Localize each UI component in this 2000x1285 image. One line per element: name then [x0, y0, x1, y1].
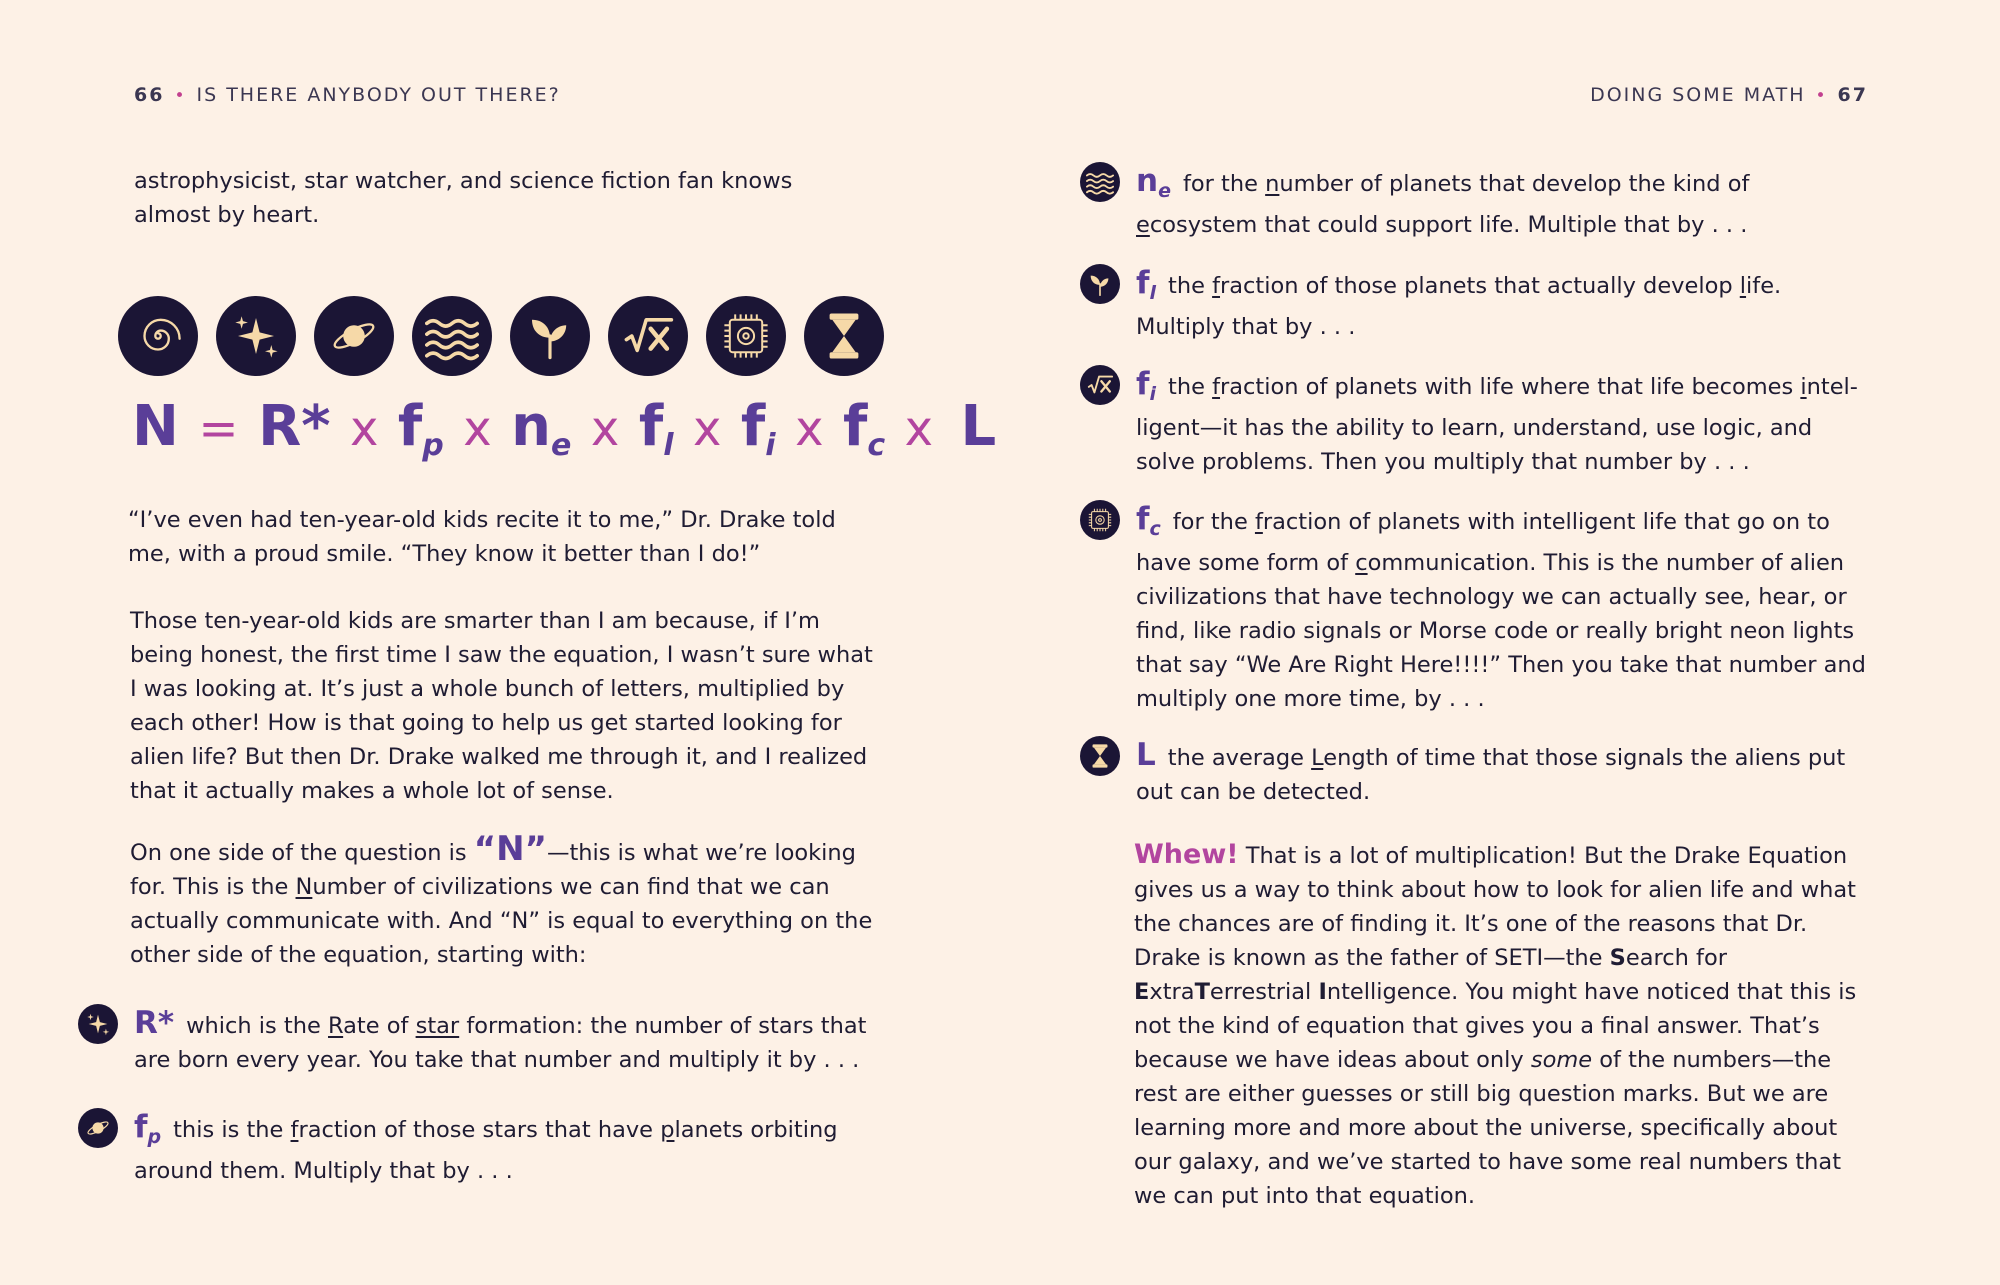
- right-page: [1000, 0, 2000, 1285]
- galaxy-icon: [118, 296, 198, 376]
- math-icon: [608, 296, 688, 376]
- bullet-dot: •: [174, 86, 187, 106]
- running-title-left: IS THERE ANYBODY OUT THERE?: [196, 84, 561, 106]
- left-running-head: [134, 84, 561, 106]
- n-paragraph: On one side of the question is “N”—this is what we’re looking for. This is the Number of civilizations we can find that we can actually communicate with. And “N” is equal to everything on the other side of the equation, starting with:: [130, 829, 873, 968]
- f-l-item: $f_l$ the fraction of those planets that actually develop life. Multiply that by . . .: [1136, 266, 1876, 344]
- whew-paragraph: Whew! That is a lot of multiplication! But the Drake Equation gives us a way to think about how to look for alien life and what the chances are of finding it. It’s one of the reasons that Dr. Drake is known as the father of SETI—the Search for ExtraTerrestrial Intelligence. You might have noticed that this is not the kind of equation that gives you a final answer. That’s because we have ideas about only some of the numbers—the rest are either guesses or still big question marks. But we are learning more and more about the universe, specifically about our galaxy, and we’ve started to have some real numbers that we can put into that equation.: [1134, 839, 1857, 1209]
- page-number-left: 66: [134, 84, 165, 106]
- microchip-icon: [706, 296, 786, 376]
- microchip-icon: [1080, 500, 1120, 540]
- planet-icon: [314, 296, 394, 376]
- hourglass-icon: [1080, 736, 1120, 776]
- n-highlight: “N”: [473, 829, 547, 869]
- running-title-right: DOING SOME MATH: [1590, 84, 1806, 106]
- bullet-dot: •: [1815, 86, 1828, 106]
- quote-paragraph: “I’ve even had ten-year-old kids recite it to me,” Dr. Drake told me, with a proud smile. “They know it better than I do!”: [128, 507, 836, 567]
- right-running-head: [1590, 84, 1868, 106]
- whew-callout: Whew!: [1134, 839, 1239, 870]
- stars-icon: [216, 296, 296, 376]
- stars-icon: [78, 1004, 118, 1044]
- n-e-item: $n_e$ for the number of planets that develop the kind of ecosystem that could support life. Multiple that by . . .: [1136, 164, 1876, 242]
- drake-equation: N = R* x $f_p$ x $n_e$ x $f_l$ x $f_i$ x $f_c$ x L: [132, 394, 997, 463]
- kids-paragraph: Those ten-year-old kids are smarter than I am because, if I’m being honest, the first time I saw the equation, I wasn’t sure what I was looking at. It’s just a whole bunch of letters, multiplied by each other! How is that going to help us get started looking for alien life? But then Dr. Drake walked me through it, and I realized that it actually makes a whole lot of sense.: [130, 608, 873, 804]
- waves-icon: [412, 296, 492, 376]
- sprout-icon: [1080, 264, 1120, 304]
- planet-icon: [78, 1108, 118, 1148]
- equation-icon-row: [118, 296, 884, 376]
- sprout-icon: [510, 296, 590, 376]
- l-item: L the average Length of time that those signals the aliens put out can be detected.: [1136, 738, 1876, 809]
- waves-icon: [1080, 162, 1120, 202]
- f-c-item: $f_c$ for the fraction of planets with intelligent life that go on to have some form of communication. This is the number of alien civilizations that have technology we can actually see, hear, or find, like radio signals or Morse code or really bright neon lights that say “We Are Right Here!!!!” Then you take that number and multiply one more time, by . . .: [1136, 502, 1876, 716]
- f-p-item: $f_p$ this is the fraction of those stars that have planets orbiting around them. Multiply that by . . .: [134, 1110, 874, 1188]
- math-icon: [1080, 365, 1120, 405]
- f-i-item: $f_i$ the fraction of planets with life where that life becomes intel-ligent—it has the ability to learn, understand, use logic, and solve problems. Then you multiply that number by . . .: [1136, 367, 1876, 479]
- page-number-right: 67: [1837, 84, 1868, 106]
- intro-paragraph: astrophysicist, star watcher, and science fiction fan knows almost by heart.: [134, 168, 793, 228]
- hourglass-icon: [804, 296, 884, 376]
- r-star-item: R* which is the Rate of star formation: the number of stars that are born every year. You take that number and multiply it by . . .: [134, 1006, 874, 1077]
